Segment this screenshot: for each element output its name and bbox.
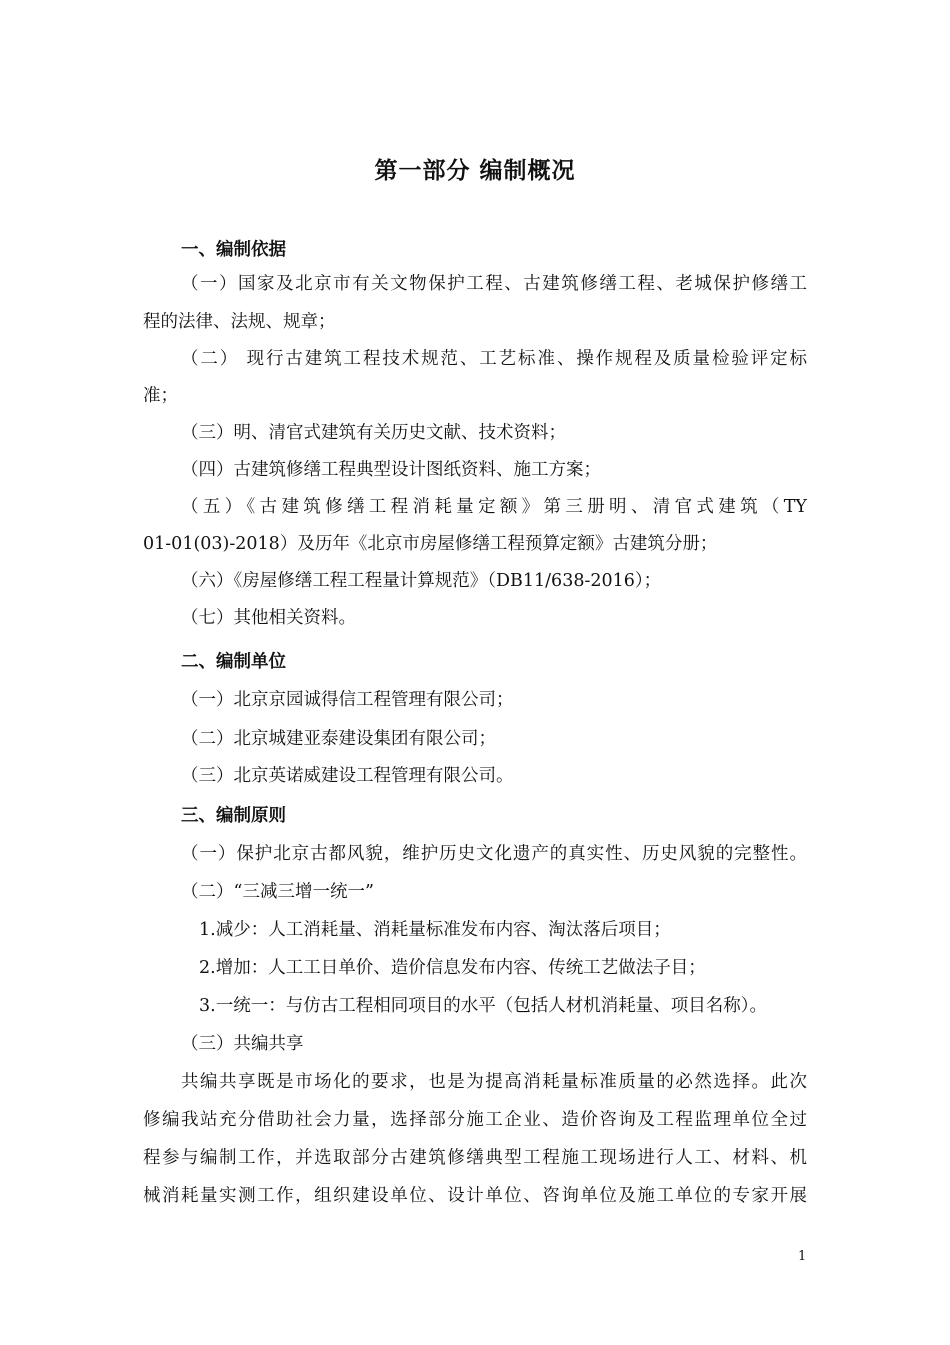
- principle-paragraph-line-4: 械消耗量实测工作，组织建设单位、设计单位、咨询单位及施工单位的专家开展: [143, 1186, 807, 1206]
- principle-paragraph-line-1: 共编共享既是市场化的要求，也是为提高消耗量标准质量的必然选择。此次: [181, 1072, 807, 1092]
- page-number: 1: [798, 1249, 807, 1264]
- basis-item-1-line-1: （一）国家及北京市有关文物保护工程、古建筑修缮工程、老城保护修缮工: [181, 274, 807, 294]
- unit-item-3: （三）北京英诺威建设工程管理有限公司。: [181, 766, 514, 786]
- unit-item-1: （一）北京京园诚得信工程管理有限公司；: [181, 690, 514, 710]
- basis-item-3: （三）明、清官式建筑有关历史文献、技术资料；: [181, 423, 566, 443]
- basis-item-2-line-2: 准；: [143, 386, 178, 406]
- section-heading-principles: 三、编制原则: [181, 806, 286, 826]
- section-heading-basis: 一、编制依据: [181, 240, 286, 260]
- principle-item-3: （三）共编共享: [181, 1034, 304, 1054]
- page-title: 第一部分 编制概况: [374, 158, 576, 184]
- principle-item-2: （二）“三减三增一统一”: [181, 882, 374, 902]
- principle-sub-2: 2.增加：人工工日单价、造价信息发布内容、传统工艺做法子目；: [199, 958, 706, 978]
- principle-paragraph-line-3: 程参与编制工作，并选取部分古建筑修缮典型工程施工现场进行人工、材料、机: [143, 1148, 807, 1168]
- unit-item-2: （二）北京城建亚泰建设集团有限公司；: [181, 729, 496, 749]
- principle-sub-3: 3.一统一：与仿古工程相同项目的水平（包括人材机消耗量、项目名称）。: [199, 996, 767, 1016]
- basis-item-5-line-1: （五）《古建筑修缮工程消耗量定额》第三册明、清官式建筑（TY: [181, 497, 807, 517]
- basis-item-6: （六）《房屋修缮工程工程量计算规范》（DB11/638-2016）；: [181, 571, 662, 591]
- principle-paragraph-line-2: 修编我站充分借助社会力量，选择部分施工企业、造价咨询及工程监理单位全过: [143, 1110, 807, 1130]
- basis-item-7: （七）其他相关资料。: [181, 608, 356, 628]
- section-heading-units: 二、编制单位: [181, 652, 286, 672]
- basis-item-2-line-1: （二） 现行古建筑工程技术规范、工艺标准、操作规程及质量检验评定标: [181, 349, 807, 369]
- principle-sub-1: 1.减少：人工消耗量、消耗量标准发布内容、淘汰落后项目；: [199, 920, 671, 940]
- basis-item-5-line-2: 01-01(03)-2018）及历年《北京市房屋修缮工程预算定额》古建筑分册；: [143, 534, 718, 554]
- basis-item-1-line-2: 程的法律、法规、规章；: [143, 312, 336, 332]
- basis-item-4: （四）古建筑修缮工程典型设计图纸资料、施工方案；: [181, 460, 601, 480]
- principle-item-1: （一）保护北京古都风貌，维护历史文化遗产的真实性、历史风貌的完整性。: [181, 844, 807, 864]
